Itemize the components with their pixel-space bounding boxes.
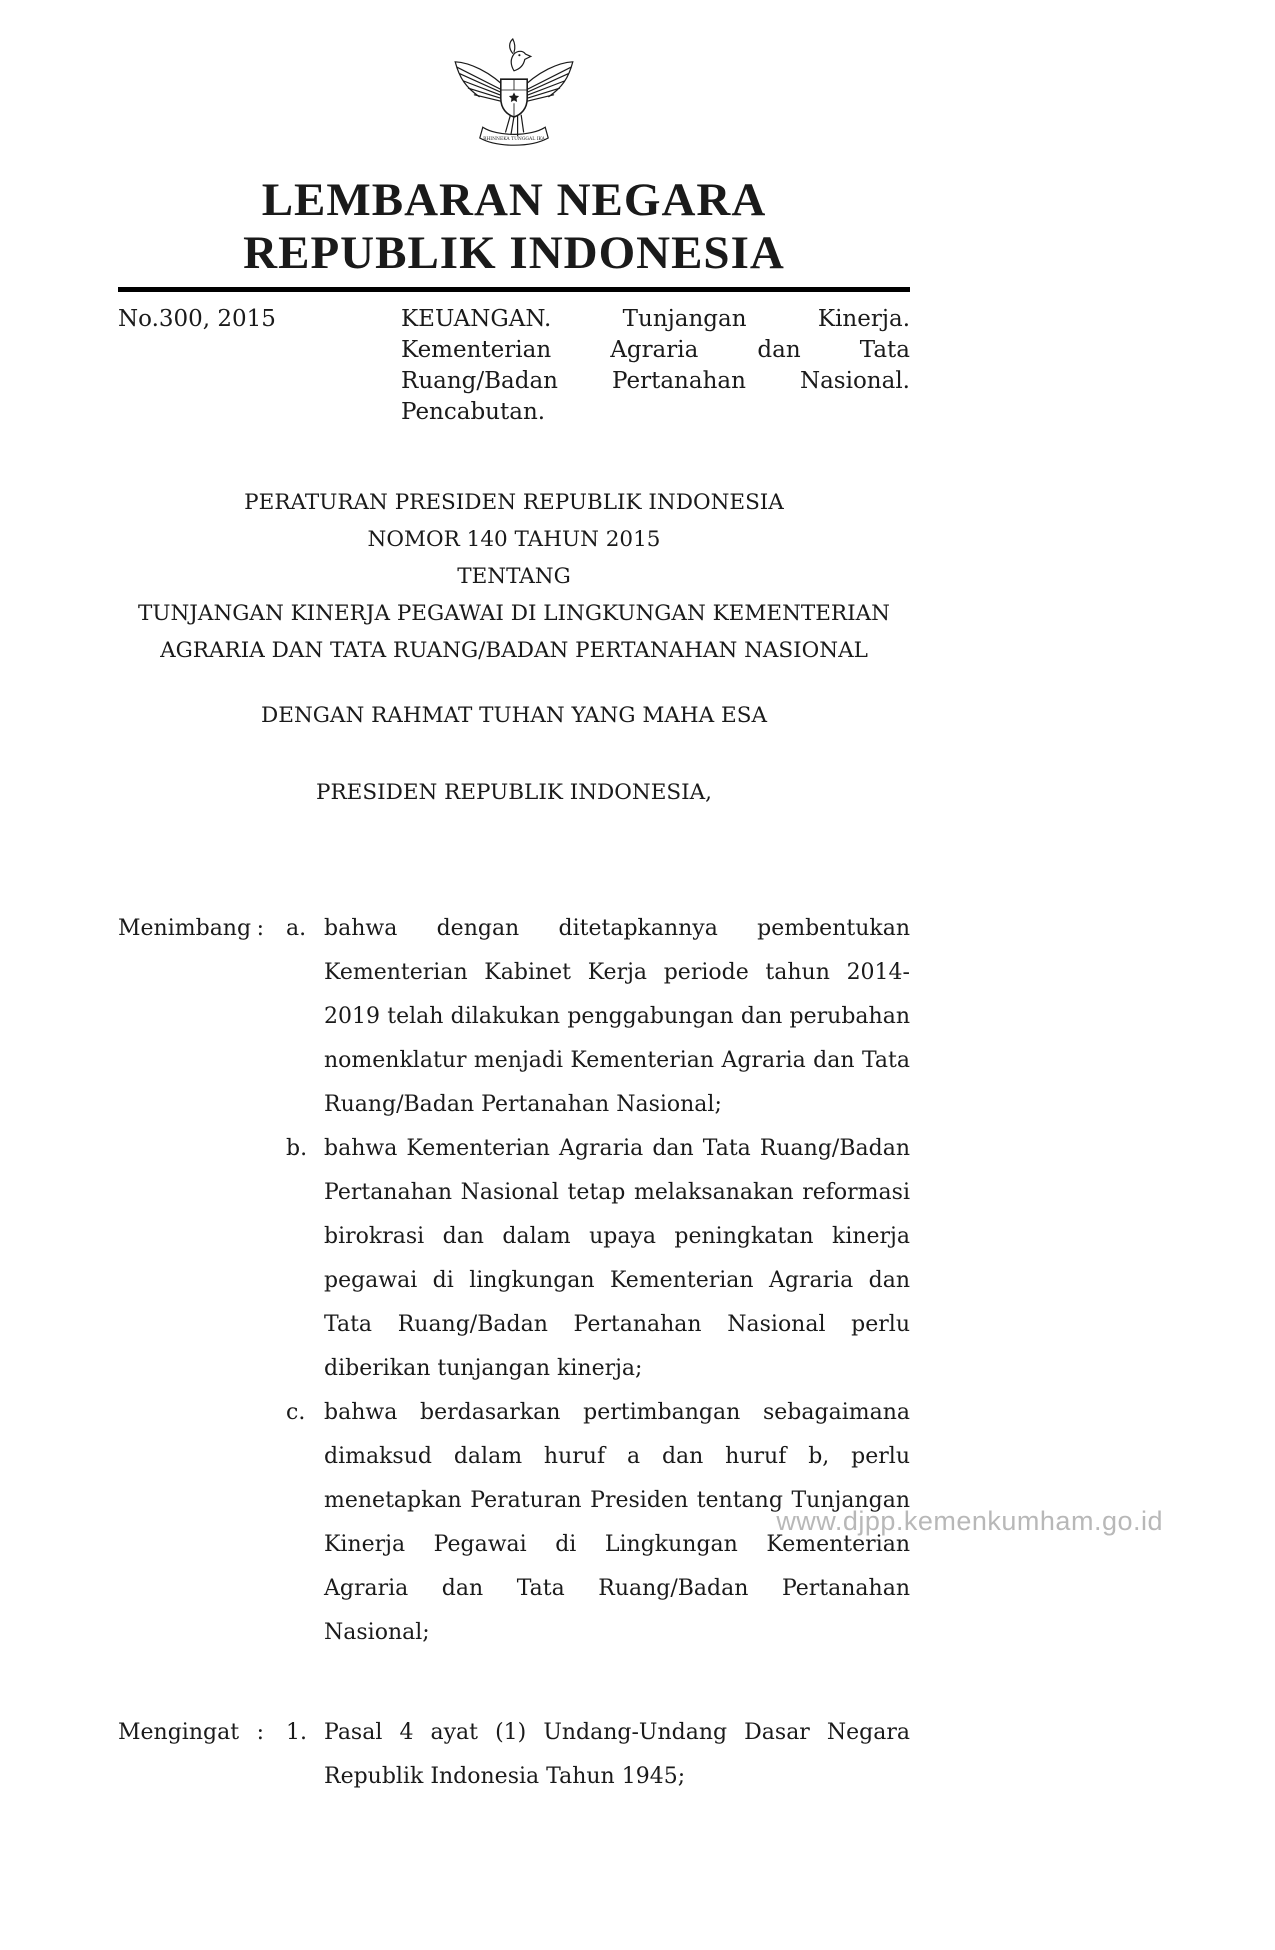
menimbang-label-row [118, 907, 286, 951]
subject-line: KEUANGAN. Tunjangan Kinerja. Kementerian Agraria dan Tata Ruang/Badan Pertanahan Nasional. Pencabutan. [401, 306, 910, 426]
regulation-heading [118, 484, 910, 811]
enacting-authority-line: PRESIDEN REPUBLIK INDONESIA, [316, 780, 712, 806]
mengingat-clause [118, 1711, 910, 1799]
regulation-heading-line3: TENTANG [457, 564, 571, 590]
menimbang-clause [118, 907, 910, 1655]
mengingat-items [286, 1711, 910, 1799]
emblem-motto: BHINNEKA TUNGGAL IKA [483, 136, 545, 142]
mengingat-label-row [118, 1711, 286, 1755]
menimbang-items [286, 907, 910, 1655]
regulation-heading-line1: PERATURAN PRESIDEN REPUBLIK INDONESIA [244, 490, 784, 516]
invocation-line: DENGAN RAHMAT TUHAN YANG MAHA ESA [261, 703, 767, 729]
item-text: Pasal 4 ayat (1) Undang-Undang Dasar Negara Republik Indonesia Tahun 1945; [324, 1720, 910, 1790]
gazette-title-line1: LEMBARAN NEGARA [261, 174, 767, 226]
garuda-pancasila-emblem [448, 36, 580, 156]
regulation-heading-line4: TUNJANGAN KINERJA PEGAWAI DI LINGKUNGAN KEMENTERIAN AGRARIA DAN TATA RUANG/BADAN PERTANAHAN NASIONAL [138, 601, 890, 664]
issue-number: No.300, 2015 [118, 306, 276, 333]
menimbang-colon: : [256, 916, 264, 942]
gazette-title-line2: REPUBLIK INDONESIA [243, 226, 785, 279]
item-marker: b. [286, 1136, 308, 1162]
item-text: bahwa Kementerian Agraria dan Tata Ruang/Badan Pertanahan Nasional tetap melaksanakan reformasi birokrasi dan dalam upaya peningkatan kinerja pegawai di lingkungan Kementerian Agraria dan Tata Ruang/Badan Pertanahan Nasional perlu diberikan tunjangan kinerja; [324, 1136, 910, 1382]
item-marker: c. [286, 1400, 306, 1426]
watermark-url: www.djpp.kemenkumham.go.id [776, 1506, 1163, 1536]
regulation-heading-line2: NOMOR 140 TAHUN 2015 [367, 527, 661, 553]
gazette-title [118, 174, 910, 279]
mengingat-colon: : [256, 1720, 264, 1746]
list-item [286, 907, 910, 1127]
mengingat-label: Mengingat [118, 1720, 240, 1746]
item-text: bahwa berdasarkan pertimbangan sebagaimana dimaksud dalam huruf a dan huruf b, perlu menetapkan Peraturan Presiden tentang Tunjangan Kinerja Pegawai di Lingkungan Kementerian Agraria dan Tata Ruang/Badan Pertanahan Nasional; [324, 1400, 910, 1646]
emblem-container [118, 0, 910, 160]
item-marker: a. [286, 916, 307, 942]
list-item [286, 1127, 910, 1391]
issue-row [118, 292, 910, 428]
menimbang-label: Menimbang [118, 916, 252, 942]
item-marker: 1. [286, 1720, 307, 1746]
list-item [286, 1711, 910, 1799]
clauses-section [118, 907, 910, 1799]
item-text: bahwa dengan ditetapkannya pembentukan Kementerian Kabinet Kerja periode tahun 2014-2019 telah dilakukan penggabungan dan perubahan nomenklatur menjadi Kementerian Agraria dan Tata Ruang/Badan Pertanahan Nasional; [324, 916, 910, 1118]
